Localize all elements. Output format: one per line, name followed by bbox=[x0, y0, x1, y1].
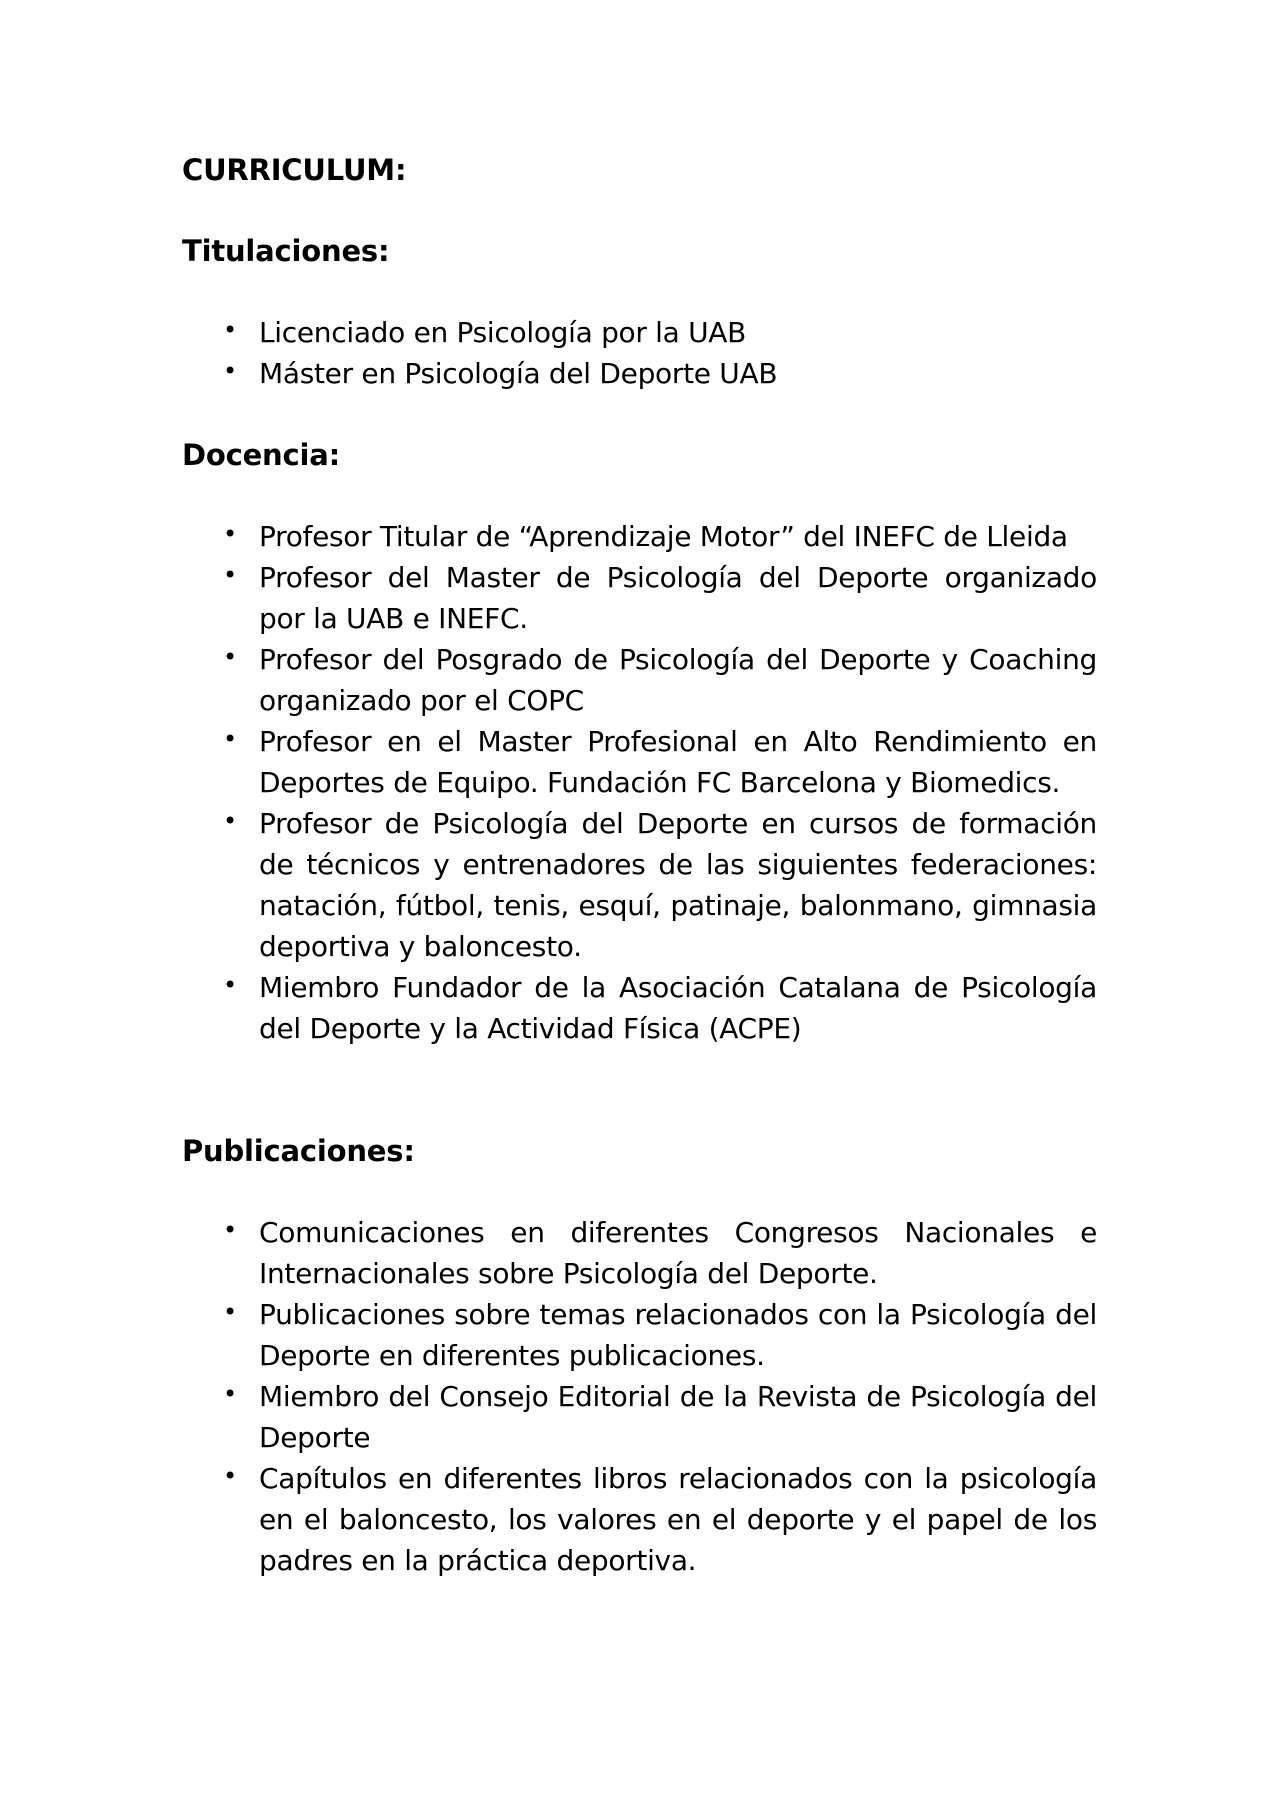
list-item-text: Profesor Titular de “Aprendizaje Motor” del INEFC de Lleida bbox=[259, 520, 1068, 553]
list-item bbox=[182, 721, 1097, 803]
bullet-icon: • bbox=[223, 1216, 237, 1244]
section-heading: Titulaciones: bbox=[182, 234, 390, 268]
bullet-list bbox=[182, 1212, 1097, 1581]
list-item-text: Comunicaciones en diferentes Congresos Nacionales e Internacionales sobre Psicología del Deporte. bbox=[259, 1216, 1097, 1290]
bullet-icon: • bbox=[223, 357, 237, 385]
section-docencia bbox=[182, 435, 1097, 1049]
bullet-icon: • bbox=[223, 1380, 237, 1408]
list-item-text: Miembro del Consejo Editorial de la Revista de Psicología del Deporte bbox=[259, 1380, 1097, 1454]
bullet-icon: • bbox=[223, 1298, 237, 1326]
list-item bbox=[182, 312, 1097, 353]
document-content bbox=[182, 150, 1097, 1622]
section-heading: Publicaciones: bbox=[182, 1134, 415, 1168]
bullet-icon: • bbox=[223, 561, 237, 589]
list-item-text: Máster en Psicología del Deporte UAB bbox=[259, 357, 778, 390]
list-item-text: Capítulos en diferentes libros relacionados con la psicología en el baloncesto, los valores en el deporte y el papel de los padres en la práctica deportiva. bbox=[259, 1462, 1097, 1577]
bullet-list bbox=[182, 312, 1097, 394]
list-item bbox=[182, 557, 1097, 639]
bullet-icon: • bbox=[223, 520, 237, 548]
bullet-icon: • bbox=[223, 725, 237, 753]
bullet-icon: • bbox=[223, 971, 237, 999]
bullet-icon: • bbox=[223, 1462, 237, 1490]
list-item bbox=[182, 1212, 1097, 1294]
list-item bbox=[182, 1294, 1097, 1376]
bullet-list bbox=[182, 516, 1097, 1049]
list-item-text: Profesor del Master de Psicología del Deporte organizado por la UAB e INEFC. bbox=[259, 561, 1097, 635]
list-item bbox=[182, 639, 1097, 721]
bullet-icon: • bbox=[223, 807, 237, 835]
bullet-icon: • bbox=[223, 643, 237, 671]
list-item-text: Publicaciones sobre temas relacionados con la Psicología del Deporte en diferentes publicaciones. bbox=[259, 1298, 1097, 1372]
list-item-text: Profesor de Psicología del Deporte en cursos de formación de técnicos y entrenadores de las siguientes federaciones: natación, fútbol, tenis, esquí, patinaje, balonmano, gimnasia deportiva y baloncesto. bbox=[259, 807, 1097, 963]
section-heading: Docencia: bbox=[182, 438, 340, 472]
list-item-text: Profesor del Posgrado de Psicología del Deporte y Coaching organizado por el COPC bbox=[259, 643, 1097, 717]
list-item bbox=[182, 803, 1097, 967]
list-item bbox=[182, 967, 1097, 1049]
list-item bbox=[182, 1376, 1097, 1458]
list-item-text: Licenciado en Psicología por la UAB bbox=[259, 316, 747, 349]
bullet-icon: • bbox=[223, 316, 237, 344]
list-item-text: Miembro Fundador de la Asociación Catalana de Psicología del Deporte y la Actividad Física (ACPE) bbox=[259, 971, 1097, 1045]
list-item-text: Profesor en el Master Profesional en Alto Rendimiento en Deportes de Equipo. Fundación FC Barcelona y Biomedics. bbox=[259, 725, 1097, 799]
list-item bbox=[182, 353, 1097, 394]
document-title: CURRICULUM: bbox=[182, 153, 407, 187]
list-item bbox=[182, 516, 1097, 557]
section-titulaciones bbox=[182, 231, 1097, 394]
list-item bbox=[182, 1458, 1097, 1581]
section-publicaciones bbox=[182, 1131, 1097, 1581]
